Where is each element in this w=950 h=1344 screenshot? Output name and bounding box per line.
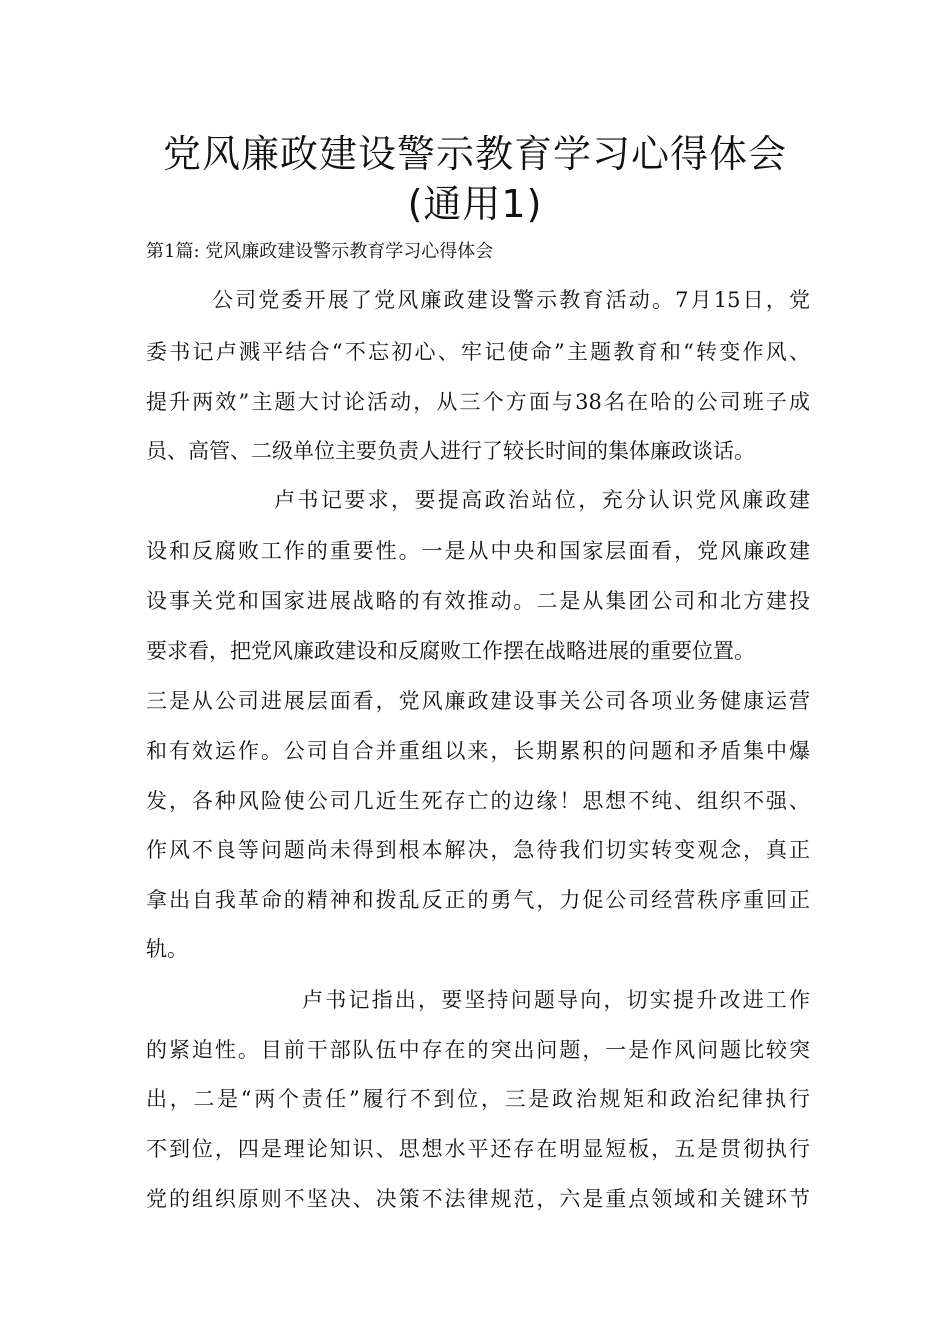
paragraph-2-line-3: 设事关党和国家进展战略的有效推动。二是从集团公司和北方建投 xyxy=(146,589,810,613)
paragraph-2-line-2: 设和反腐败工作的重要性。一是从中央和国家层面看，党风廉政建 xyxy=(146,539,810,563)
paragraph-2-line-10: 轨。 xyxy=(146,937,188,961)
paragraph-2-line-1: 卢书记要求，要提高政治站位，充分认识党风廉政建 xyxy=(274,488,810,512)
paragraph-2-line-4: 要求看，把党风廉政建设和反腐败工作摆在战略进展的重要位置。 xyxy=(146,639,755,663)
paragraph-2-line-8: 作风不良等问题尚未得到根本解决，急待我们切实转变观念，真正 xyxy=(146,838,810,862)
paragraph-1-line-4: 员、高管、二级单位主要负责人进行了较长时间的集体廉政谈话。 xyxy=(146,439,755,463)
paragraph-1-line-3: 提升两效”主题大讨论活动，从三个方面与38名在哈的公司班子成 xyxy=(146,390,810,414)
paragraph-3-line-2: 的紧迫性。目前干部队伍中存在的突出问题，一是作风问题比较突 xyxy=(146,1038,810,1062)
section-subheading: 第1篇: 党风廉政建设警示教育学习心得体会 xyxy=(146,241,494,262)
paragraph-2-line-9: 拿出自我革命的精神和拨乱反正的勇气，力促公司经营秩序重回正 xyxy=(146,888,810,912)
document-title-line-2: (通用1) xyxy=(407,182,543,226)
document-title-line-1: 党风廉政建设警示教育学习心得体会 xyxy=(162,132,787,176)
paragraph-1-line-1: 公司党委开展了党风廉政建设警示教育活动。7月15日，党 xyxy=(212,288,810,312)
paragraph-3-line-1: 卢书记指出，要坚持问题导向，切实提升改进工作 xyxy=(302,988,810,1012)
paragraph-3-line-4: 不到位，四是理论知识、思想水平还存在明显短板，五是贯彻执行 xyxy=(146,1137,810,1161)
paragraph-3-line-5: 党的组织原则不坚决、决策不法律规范，六是重点领域和关键环节 xyxy=(146,1187,810,1211)
paragraph-2-line-7: 发，各种风险使公司几近生死存亡的边缘！思想不纯、组织不强、 xyxy=(146,789,810,813)
paragraph-2-line-6: 和有效运作。公司自合并重组以来，长期累积的问题和矛盾集中爆 xyxy=(146,739,810,763)
paragraph-3-line-3: 出，二是“两个责任”履行不到位，三是政治规矩和政治纪律执行 xyxy=(146,1087,810,1111)
paragraph-1-line-2: 委书记卢溅平结合“不忘初心、牢记使命”主题教育和“转变作风、 xyxy=(146,340,810,364)
paragraph-2-line-5: 三是从公司进展层面看，党风廉政建设事关公司各项业务健康运营 xyxy=(146,689,810,713)
